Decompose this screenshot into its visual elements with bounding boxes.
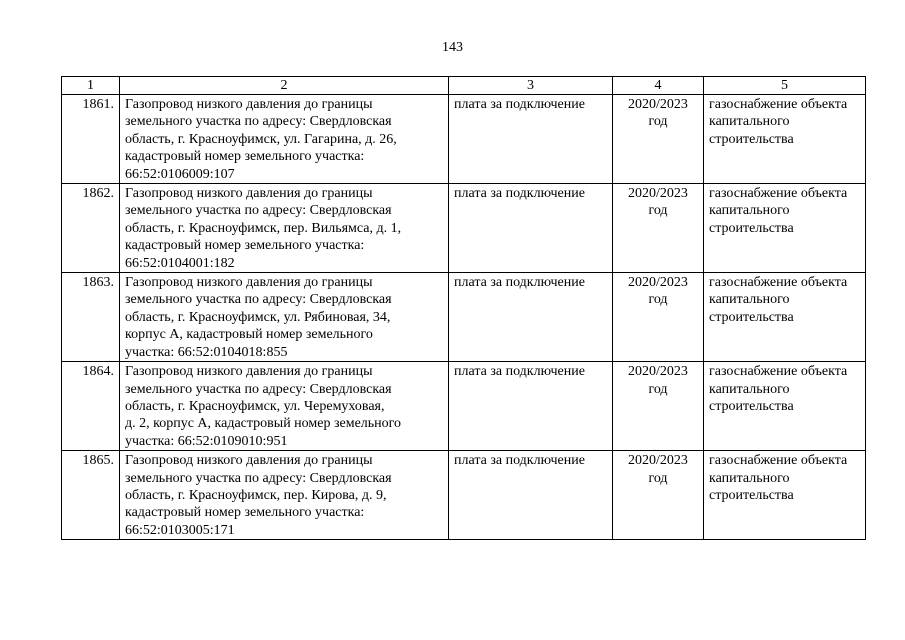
description-line: земельного участка по адресу: Свердловская — [125, 203, 392, 219]
row-number: 1862. — [62, 184, 120, 273]
purpose-line: газоснабжение объекта — [709, 275, 848, 291]
description-line: земельного участка по адресу: Свердловская — [125, 114, 392, 130]
period-line: 2020/2023 — [628, 186, 688, 202]
table-row — [62, 273, 866, 362]
description-line: область, г. Красноуфимск, ул. Гагарина, д. 26, — [125, 131, 397, 147]
period-line: год — [648, 114, 668, 130]
period-line: 2020/2023 — [628, 364, 688, 380]
period-years — [613, 451, 704, 540]
description-line: Газопровод низкого давления до границы — [125, 97, 373, 112]
description-line: д. 2, корпус А, кадастровый номер земельного — [125, 416, 402, 432]
row-number: 1864. — [62, 362, 120, 451]
purpose-line: строительства — [709, 131, 794, 147]
description-line: область, г. Красноуфимск, пер. Кирова, д. 9, — [125, 487, 387, 503]
source-type: плата за подключение — [449, 362, 613, 451]
description-line: кадастровый номер земельного участка: — [125, 238, 365, 254]
description-line: 66:52:0104001:182 — [125, 255, 235, 271]
purpose-line: строительства — [709, 220, 794, 236]
row-number: 1865. — [62, 451, 120, 540]
object-description — [120, 273, 449, 362]
source-type: плата за подключение — [449, 184, 613, 273]
header-col-1: 1 — [62, 77, 120, 95]
purpose-line: газоснабжение объекта — [709, 364, 848, 380]
period-line: год — [648, 381, 668, 397]
description-line: область, г. Красноуфимск, ул. Рябиновая, 34, — [125, 309, 391, 325]
description-line: земельного участка по адресу: Свердловская — [125, 470, 392, 486]
purpose — [704, 451, 866, 540]
description-line: область, г. Красноуфимск, ул. Черемуховая, — [125, 398, 385, 414]
purpose — [704, 95, 866, 184]
source-type: плата за подключение — [449, 273, 613, 362]
purpose-line: строительства — [709, 487, 794, 503]
description-line: Газопровод низкого давления до границы — [125, 453, 373, 469]
period-line: 2020/2023 — [628, 275, 688, 291]
period-line: 2020/2023 — [628, 97, 688, 112]
registry-table — [61, 76, 866, 540]
purpose — [704, 273, 866, 362]
object-description — [120, 184, 449, 273]
table-row — [62, 95, 866, 184]
purpose-line: газоснабжение объекта — [709, 97, 848, 112]
table-row — [62, 451, 866, 540]
purpose-line: строительства — [709, 398, 794, 414]
page-number: 143 — [442, 40, 463, 55]
description-line: 66:52:0103005:171 — [125, 522, 235, 538]
purpose-line: капитального — [709, 203, 790, 219]
period-line: год — [648, 203, 668, 219]
object-description — [120, 95, 449, 184]
table-row — [62, 362, 866, 451]
period-years — [613, 95, 704, 184]
source-type: плата за подключение — [449, 451, 613, 540]
description-line: кадастровый номер земельного участка: — [125, 505, 365, 521]
header-col-3: 3 — [449, 77, 613, 95]
purpose-line: капитального — [709, 381, 790, 397]
description-line: корпус А, кадастровый номер земельного — [125, 327, 373, 343]
header-col-2: 2 — [120, 77, 449, 95]
table-body — [62, 95, 866, 540]
period-years — [613, 362, 704, 451]
period-years — [613, 273, 704, 362]
description-line: кадастровый номер земельного участка: — [125, 149, 365, 165]
object-description — [120, 362, 449, 451]
description-line: Газопровод низкого давления до границы — [125, 364, 373, 380]
header-col-5: 5 — [704, 77, 866, 95]
row-number: 1863. — [62, 273, 120, 362]
object-description — [120, 451, 449, 540]
purpose-line: капитального — [709, 114, 790, 130]
period-line: год — [648, 470, 668, 486]
row-number: 1861. — [62, 95, 120, 184]
header-row — [62, 77, 866, 95]
description-line: участка: 66:52:0109010:951 — [125, 433, 288, 449]
period-line: год — [648, 292, 668, 308]
description-line: Газопровод низкого давления до границы — [125, 275, 373, 291]
purpose-line: газоснабжение объекта — [709, 186, 848, 202]
purpose-line: газоснабжение объекта — [709, 453, 848, 469]
purpose — [704, 184, 866, 273]
header-col-4: 4 — [613, 77, 704, 95]
description-line: Газопровод низкого давления до границы — [125, 186, 373, 202]
description-line: участка: 66:52:0104018:855 — [125, 344, 288, 360]
description-line: земельного участка по адресу: Свердловская — [125, 381, 392, 397]
purpose — [704, 362, 866, 451]
purpose-line: капитального — [709, 292, 790, 308]
purpose-line: строительства — [709, 309, 794, 325]
source-type: плата за подключение — [449, 95, 613, 184]
description-line: область, г. Красноуфимск, пер. Вильямса, д. 1, — [125, 220, 402, 236]
description-line: 66:52:0106009:107 — [125, 166, 235, 182]
description-line: земельного участка по адресу: Свердловская — [125, 292, 392, 308]
purpose-line: капитального — [709, 470, 790, 486]
table-row — [62, 184, 866, 273]
period-years — [613, 184, 704, 273]
period-line: 2020/2023 — [628, 453, 688, 469]
